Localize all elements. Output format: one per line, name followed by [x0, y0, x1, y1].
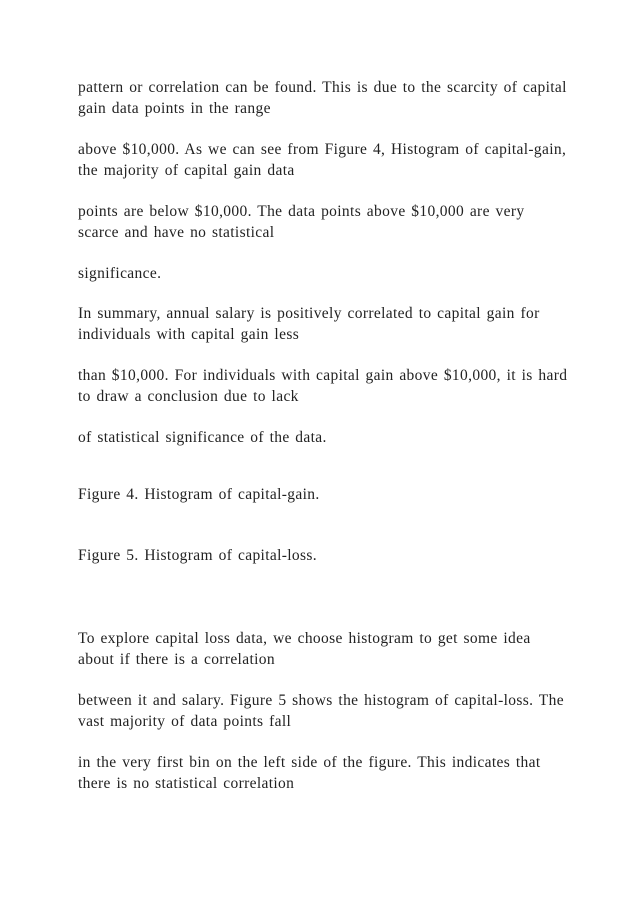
paragraph-significance: significance. [78, 265, 162, 282]
paragraph-above-10000: above $10,000. As we can see from Figure 4, Histogram of capital-gain, the majority of capital gain data [78, 141, 567, 179]
paragraph-capital-loss-intro: To explore capital loss data, we choose histogram to get some idea about if there is a correlation [78, 630, 531, 668]
paragraph-between-salary: between it and salary. Figure 5 shows the histogram of capital-loss. The vast majority of data points fall [78, 692, 564, 730]
paragraph-summary: In summary, annual salary is positively correlated to capital gain for individuals with capital gain less [78, 305, 540, 343]
figure-4-caption: Figure 4. Histogram of capital-gain. [78, 486, 320, 503]
paragraph-points-below: points are below $10,000. The data points above $10,000 are very scarce and have no statistical [78, 203, 525, 241]
paragraph-pattern-correlation: pattern or correlation can be found. This is due to the scarcity of capital gain data points in the range [78, 79, 567, 117]
paragraph-first-bin: in the very first bin on the left side of the figure. This indicates that there is no statistical correlation [78, 754, 541, 792]
paragraph-lack-significance: of statistical significance of the data. [78, 429, 327, 446]
paragraph-than-10000: than $10,000. For individuals with capital gain above $10,000, it is hard to draw a conclusion due to lack [78, 367, 568, 405]
figure-5-caption: Figure 5. Histogram of capital-loss. [78, 547, 318, 564]
